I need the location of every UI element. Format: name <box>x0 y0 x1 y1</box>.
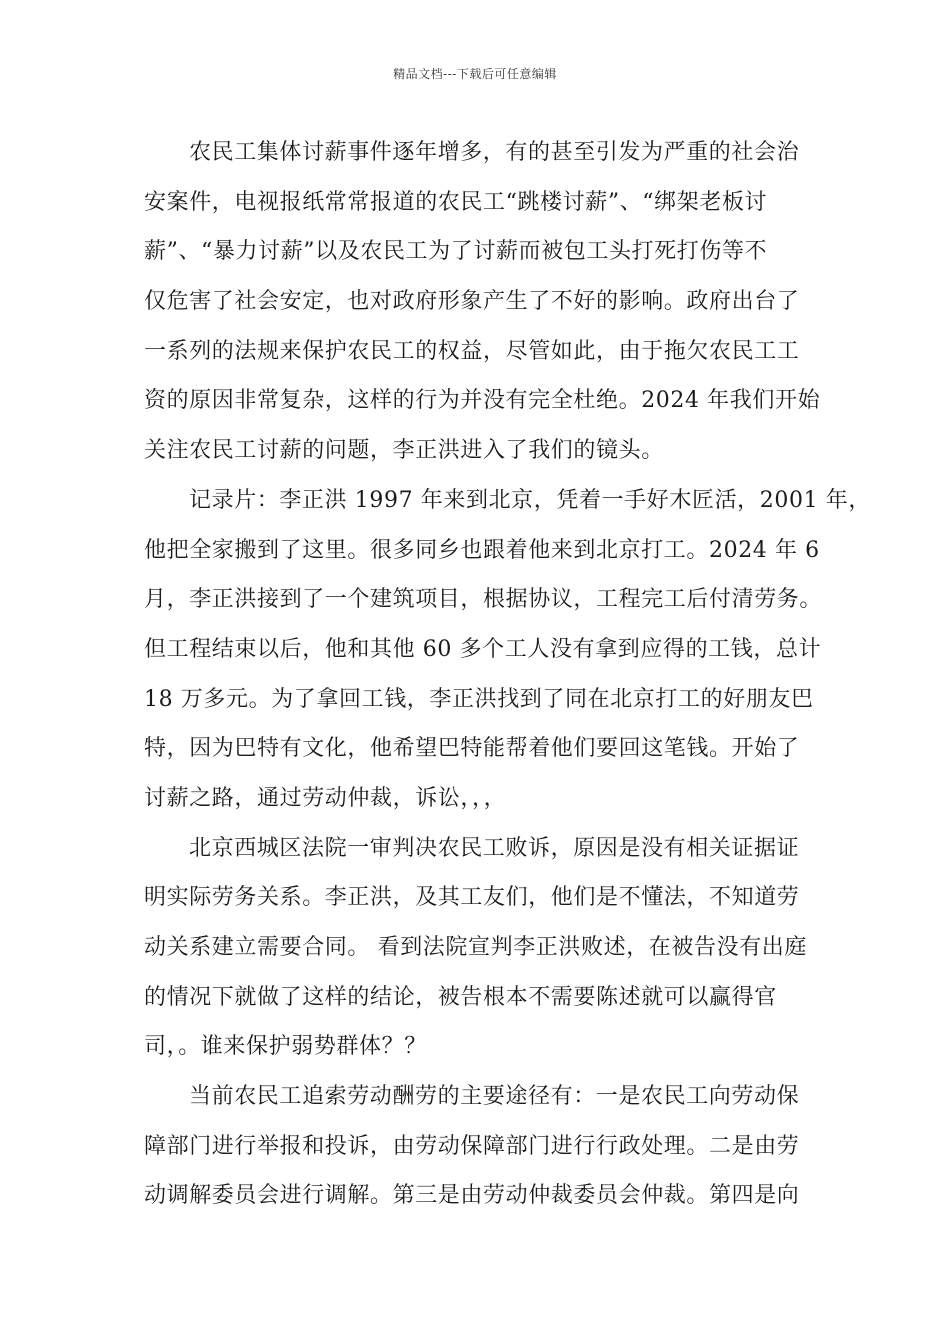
text-line: 障部门进行举报和投诉，由劳动保障部门进行行政处理。二是由劳 <box>144 1133 800 1159</box>
text-line: 但工程结束以后，他和其他 60 多个工人没有拿到应得的工钱，总计 <box>144 636 822 662</box>
text-line: 的情况下就做了这样的结论，被告根本不需要陈述就可以赢得官 <box>144 984 777 1010</box>
text-line: 司，。谁来保护弱势群体？？ <box>144 1034 427 1060</box>
text-line: 明实际劳务关系。李正洪，及其工友们，他们是不懂法，不知道劳 <box>144 885 800 911</box>
text-line: 记录片：李正洪 1997 年来到北京，凭着一手好木匠活，2001 年， <box>189 487 871 513</box>
document-body <box>144 128 871 1221</box>
text-line: 特，因为巴特有文化，他希望巴特能帮着他们要回这笔钱。开始了 <box>144 736 800 762</box>
text-line: 当前农民工追索劳动酬劳的主要途径有：一是农民工向劳动保 <box>189 1084 800 1110</box>
text-line: 资的原因非常复杂，这样的行为并没有完全杜绝。2024 年我们开始 <box>144 388 821 414</box>
text-line: 一系列的法规来保护农民工的权益，尽管如此，由于拖欠农民工工 <box>144 338 800 364</box>
text-line: 讨薪之路，通过劳动仲裁，诉讼，，， <box>144 785 507 811</box>
text-line: 北京西城区法院一审判决农民工败诉，原因是没有相关证据证 <box>189 835 800 861</box>
text-line: 动调解委员会进行调解。第三是由劳动仲裁委员会仲裁。第四是向 <box>144 1183 800 1209</box>
text-line: 薪”、“暴力讨薪”以及农民工为了讨薪而被包工头打死打伤等不 <box>144 239 768 265</box>
text-line: 月，李正洪接到了一个建筑项目，根据协议，工程完工后付清劳务。 <box>144 587 823 613</box>
text-line: 关注农民工讨薪的问题，李正洪进入了我们的镜头。 <box>144 438 664 464</box>
text-line: 他把全家搬到了这里。很多同乡也跟着他来到北京打工。2024 年 6 <box>144 537 820 563</box>
text-line: 安案件，电视报纸常常报道的农民工“跳楼讨薪”、“绑架老板讨 <box>144 189 768 215</box>
text-line: 动关系建立需要合同。 看到法院宣判李正洪败述，在被告没有出庭 <box>144 935 807 960</box>
page-header: 精品文档---下载后可任意编辑 <box>393 67 557 81</box>
text-line: 18 万多元。为了拿回工钱，李正洪找到了同在北京打工的好朋友巴 <box>144 686 814 712</box>
text-line: 仅危害了社会安定，也对政府形象产生了不好的影响。政府出台了 <box>144 289 800 315</box>
text-line: 农民工集体讨薪事件逐年增多，有的甚至引发为严重的社会治 <box>189 140 800 165</box>
